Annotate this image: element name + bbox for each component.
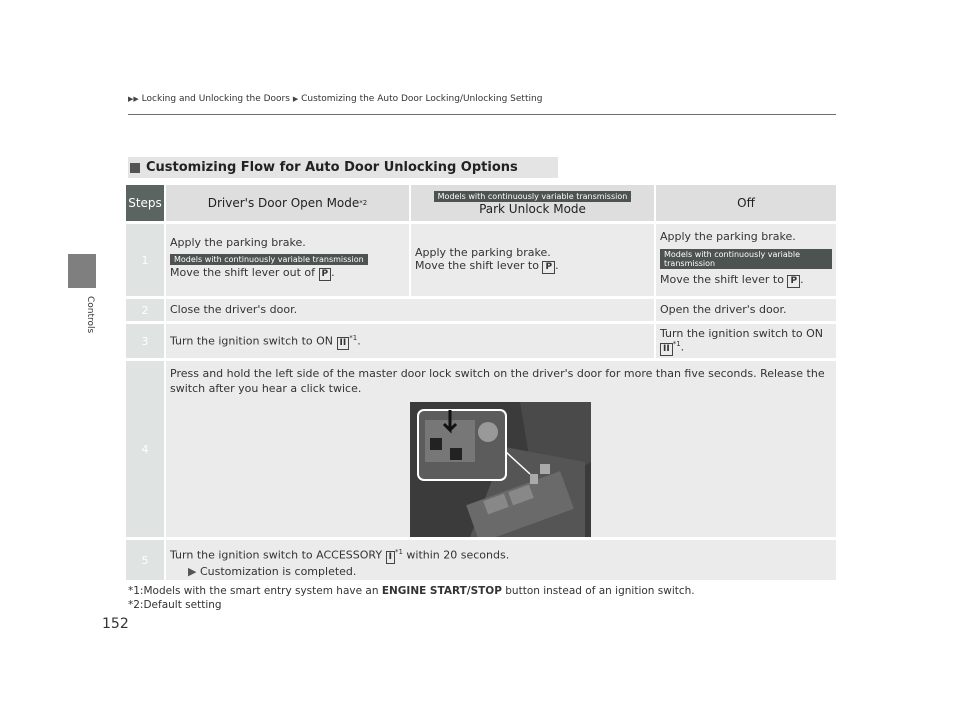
shift-position-p-icon: P xyxy=(319,268,332,281)
breadcrumb-link-1[interactable]: Locking and Unlocking the Doors xyxy=(141,94,290,104)
footnote-ref: *1 xyxy=(394,548,403,556)
step-number: 5 xyxy=(126,540,164,580)
step-2-left-cell: Close the driver's door. xyxy=(166,299,654,321)
double-arrow-icon: ▶ xyxy=(292,95,299,103)
header-steps: Steps xyxy=(126,185,164,221)
square-bullet-icon xyxy=(130,163,140,173)
page-number: 152 xyxy=(102,616,129,632)
step-5-cell: Turn the ignition switch to ACCESSORY I $^{*1}$ within 20 seconds. ▶ Customization is completed. xyxy=(166,540,836,580)
section-heading xyxy=(128,157,558,178)
footnote-ref: *2 xyxy=(359,199,368,207)
model-tag: Models with continuously variable transmission xyxy=(660,249,832,269)
breadcrumb-link-2[interactable]: Customizing the Auto Door Locking/Unlocking Setting xyxy=(301,94,543,104)
model-tag: Models with continuously variable transmission xyxy=(170,254,368,265)
ignition-on-icon: II xyxy=(337,337,350,350)
step-1-drivers-door-cell: Apply the parking brake. Models with continuously variable transmission Move the shift lever out of P . xyxy=(166,224,409,296)
step-3-left-cell: Turn the ignition switch to ON II $^{*1}$. xyxy=(166,324,654,358)
footnote-2: *2:Default setting xyxy=(128,599,222,611)
section-label: Controls xyxy=(85,296,95,334)
section-tab xyxy=(68,254,96,288)
breadcrumb xyxy=(128,94,542,104)
footnote-ref: *1 xyxy=(349,334,358,342)
step-number: 1 xyxy=(126,224,164,296)
shift-position-p-icon: P xyxy=(542,261,555,274)
door-switch-illustration xyxy=(410,402,591,537)
door-switch-drawing xyxy=(410,402,591,537)
step-2-right-cell: Open the driver's door. xyxy=(656,299,836,321)
section-title: Customizing Flow for Auto Door Unlocking Options xyxy=(146,160,518,175)
header-drivers-door-open-mode: Driver's Door Open Mode *2 xyxy=(166,185,409,221)
footnote-1: *1:Models with the smart entry system have an ENGINE START/STOP button instead of an ignition switch. xyxy=(128,585,695,597)
ignition-on-icon: II xyxy=(660,343,673,356)
header-rule xyxy=(128,114,836,115)
model-tag: Models with continuously variable transmission xyxy=(434,191,632,202)
step-4-cell: Press and hold the left side of the master door lock switch on the driver's door for more than five seconds. Release the switch after you hear a click twice. xyxy=(166,361,836,537)
header-off: Off xyxy=(656,185,836,221)
step-3-right-cell: Turn the ignition switch to ON II $^{*1}$. xyxy=(656,324,836,358)
ignition-accessory-icon: I xyxy=(386,551,395,564)
double-arrow-icon: ▶▶ xyxy=(128,95,139,103)
header-park-unlock-mode: Models with continuously variable transmission Park Unlock Mode xyxy=(411,185,654,221)
arrow-icon: ▶ xyxy=(188,564,197,578)
step-number: 3 xyxy=(126,324,164,358)
step-1-park-unlock-cell: Apply the parking brake. Move the shift lever to P . xyxy=(411,224,654,296)
step-1-off-cell: Apply the parking brake. Models with continuously variable transmission Move the shift lever to P . xyxy=(656,224,836,296)
step-number: 2 xyxy=(126,299,164,321)
footnote-ref: *1 xyxy=(672,340,681,348)
step-number: 4 xyxy=(126,361,164,537)
shift-position-p-icon: P xyxy=(787,275,800,288)
